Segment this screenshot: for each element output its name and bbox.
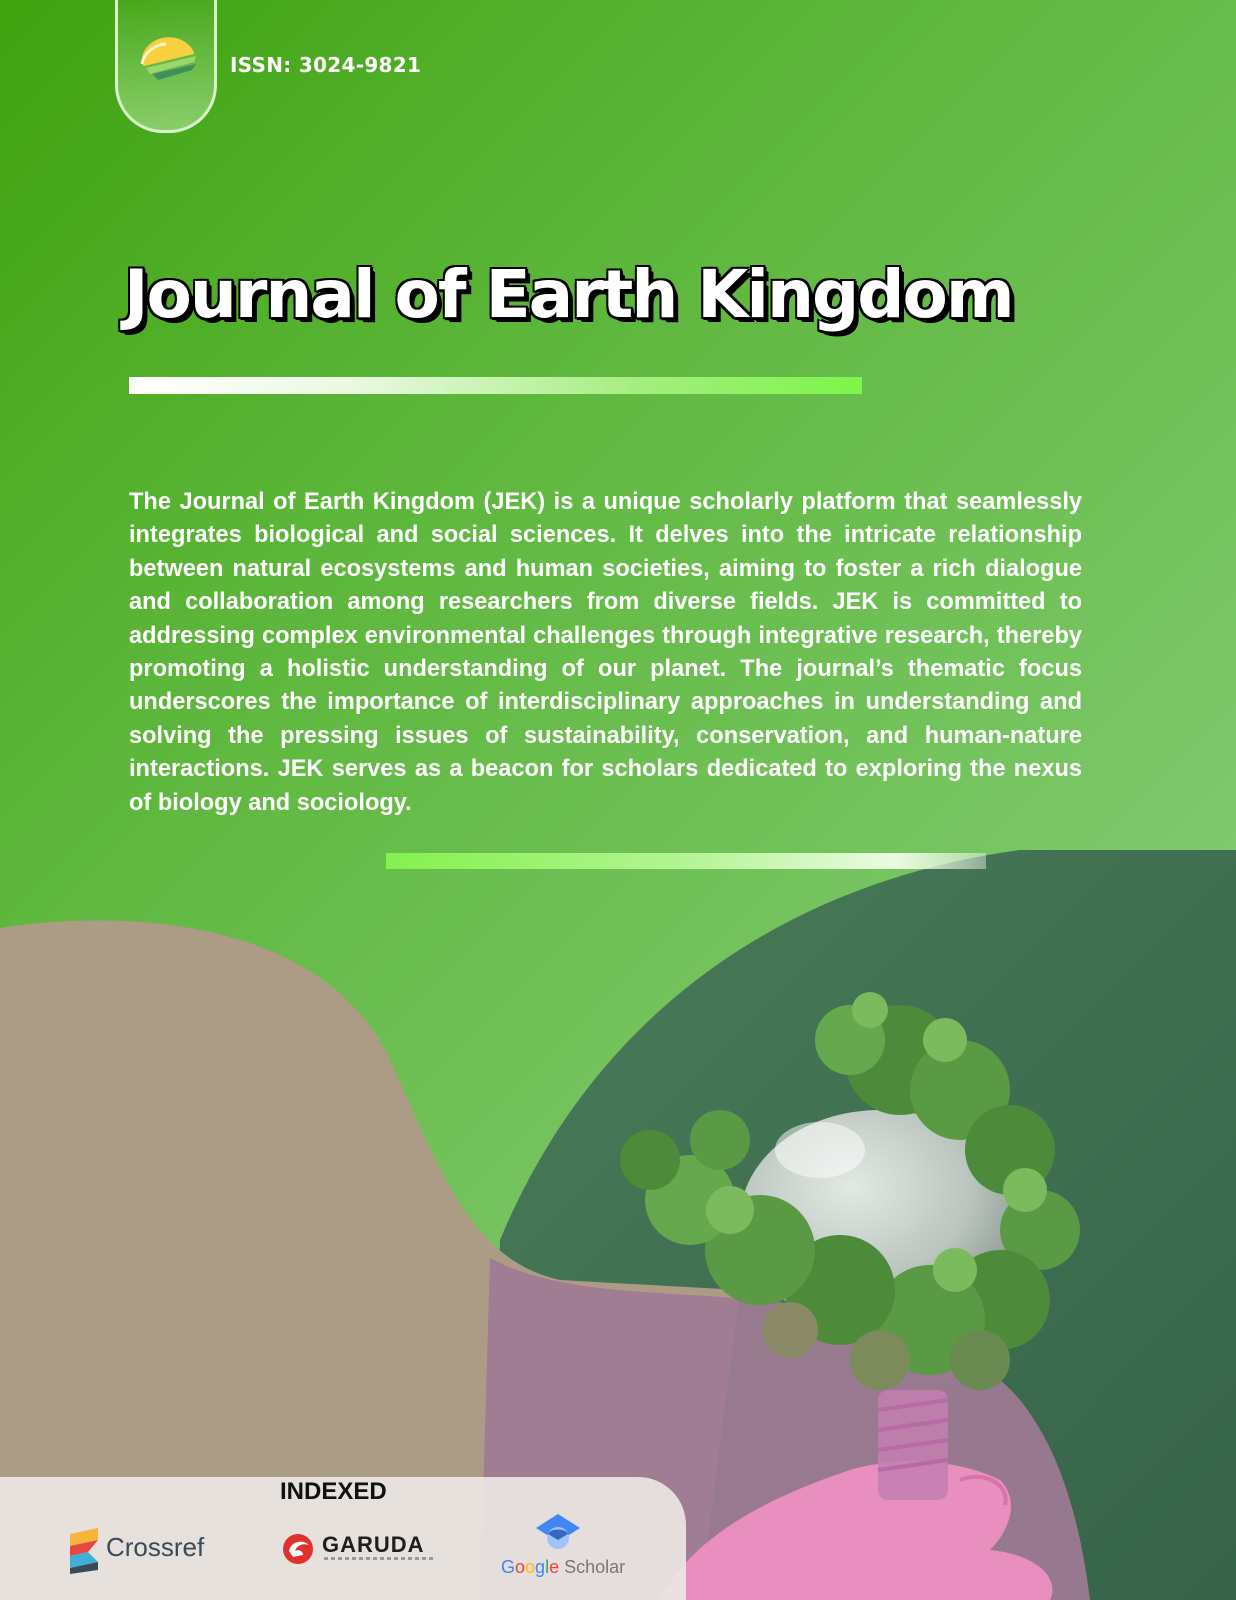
google-letter: o bbox=[525, 1557, 536, 1577]
garuda-label: GARUDA bbox=[322, 1532, 425, 1557]
google-letter: o bbox=[515, 1557, 526, 1577]
issn-label: ISSN: 3024-9821 bbox=[230, 53, 422, 77]
bulb-base bbox=[878, 1390, 948, 1500]
google-letter: g bbox=[535, 1557, 546, 1577]
garuda-icon bbox=[281, 1533, 315, 1565]
google-scholar-icon bbox=[536, 1514, 580, 1550]
crossref-label: Crossref bbox=[106, 1532, 205, 1562]
google-letter: l bbox=[545, 1557, 550, 1577]
garuda-tagline-line bbox=[324, 1557, 434, 1560]
journal-title: Journal of Earth Kingdom bbox=[124, 256, 1013, 333]
google-letter: e bbox=[549, 1557, 560, 1577]
journal-logo-icon bbox=[136, 30, 198, 82]
crossref-icon bbox=[68, 1528, 104, 1574]
journal-description: The Journal of Earth Kingdom (JEK) is a unique scholarly platform that seamlessly integrates biological and social sciences. It delves into the intricate relationship between natural ecosystems and human societies, aiming to foster a rich dialogue and collaboration among researchers from diverse fields. JEK is committed to addressing complex environmental challenges through integrative research, thereby promoting a holistic understanding of our planet. The journal’s thematic focus underscores the importance of interdisciplinary approaches in understanding and solving the pressing issues of sustainability, conservation, and human-nature interactions. JEK serves as a beacon for scholars dedicated to exploring the nexus of biology and sociology. bbox=[129, 489, 1082, 816]
google-scholar-label-text bbox=[501, 1557, 625, 1577]
indexed-title: INDEXED bbox=[280, 1478, 387, 1505]
accent-bar bbox=[386, 853, 986, 869]
title-underline-bar bbox=[129, 377, 862, 394]
google-letter: G bbox=[501, 1557, 516, 1577]
scholar-word: Scholar bbox=[559, 1557, 626, 1577]
logo-tab bbox=[115, 0, 217, 133]
google-scholar-label bbox=[501, 1557, 625, 1578]
